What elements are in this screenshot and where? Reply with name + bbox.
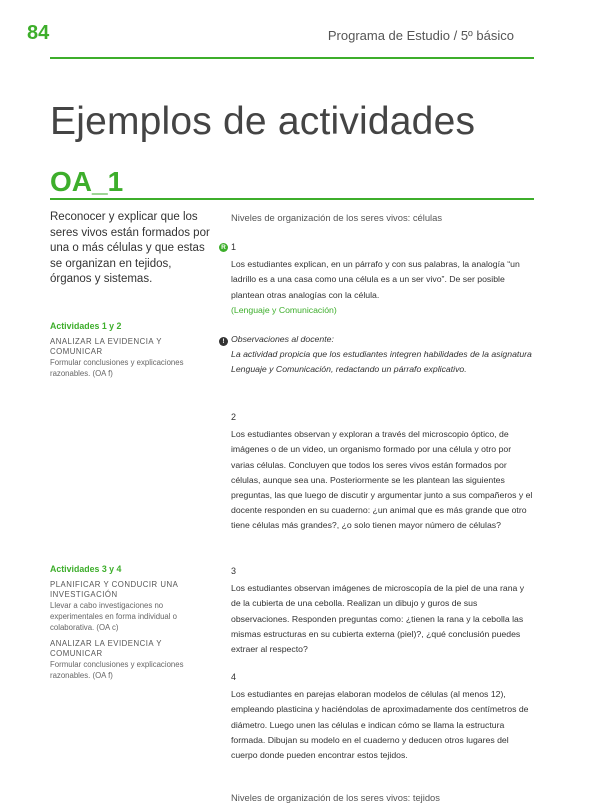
activity-1 [231, 240, 533, 318]
activity-number: 3 [231, 566, 237, 576]
activity-number: 4 [231, 672, 237, 682]
skill-title: ANALIZAR LA EVIDENCIA Y COMUNICAR [50, 337, 162, 356]
activity-text: Los estudiantes observan y exploran a través del microscopio óptico, de imágenes o de un video, un organismo formado por una célula y otro por varias células. Concluyen que todos los seres vivos están formados por células, aunque sea una. Posteriormente se les plantean las siguientes preguntas, las que luego de discutir y argumentar junto a sus compañeros y el docente responden en su cuaderno: ¿un animal que es más grande que otro tiene células más grandes?, ¿o solo tienen mayor número de células? [231, 429, 533, 531]
activity-text: Los estudiantes observan imágenes de microscopía de la piel de una rana y de la cubierta de una cebolla. Realizan un dibujo y guros de sus observaciones. Responden preguntas como: ¿tienen la rana y la cebolla las mismas estructuras en su cubierta externa (piel)?, ¿qué conclusión puedes extraer al respecto? [231, 583, 525, 655]
oa-rule [50, 198, 534, 200]
page-number: 84 [27, 22, 50, 44]
activity-text: Los estudiantes explican, en un párrafo y con sus palabras, la analogía “un ladrillo es a una casa como una célula es a un ser vivo”. De ser posible plantean otras analogías con la célula. [231, 259, 520, 300]
section-heading-tissues: Niveles de organización de los seres vivos: tejidos [231, 792, 440, 803]
activity-4 [231, 670, 533, 763]
skill-description: Formular conclusiones y explicaciones razonables. (OA f) [50, 358, 184, 378]
skill-description: Formular conclusiones y explicaciones razonables. (OA f) [50, 660, 184, 680]
activity-marker-icon: R [219, 243, 228, 252]
learning-objective: Reconocer y explicar que los seres vivos están formados por una o más células y que estas se organizan en tejidos, órganos y sistemas. [50, 211, 210, 286]
oa-code: OA_1 [50, 166, 124, 197]
activity-text: Los estudiantes en parejas elaboran modelos de células (al menos 12), empleando plasticina y haciéndolas de aproximadamente dos centímetros de diámetro. Luego unen las células e indican cómo se llama la estructura formada. Dibujan su modelo en el cuaderno y deducen otros lugares del cuerpo donde pueden encontrar estos tejidos. [231, 689, 529, 761]
teacher-note-icon: ! [219, 337, 228, 346]
teacher-note [231, 332, 533, 378]
running-header: Programa de Estudio / 5º básico [327, 28, 514, 43]
skill-title: ANALIZAR LA EVIDENCIA Y COMUNICAR [50, 639, 162, 658]
teacher-note-text: La actividad propicia que los estudiantes integren habilidades de la asignatura Lenguaje y Comunicación, redactando un párrafo explicativo. [231, 349, 532, 375]
sidebar-heading: Actividades 3 y 4 [50, 564, 122, 574]
page-title: Ejemplos de actividades [50, 100, 476, 143]
section-heading-cells: Niveles de organización de los seres vivos: células [231, 212, 443, 223]
activity-2 [231, 410, 533, 534]
cross-reference: (Lenguaje y Comunicación) [231, 304, 337, 315]
activity-3 [231, 564, 533, 657]
sidebar-heading: Actividades 1 y 2 [50, 321, 122, 331]
activity-number: 2 [231, 412, 237, 422]
activity-number: 1 [231, 242, 237, 252]
sidebar-block-activities-3-4 [50, 564, 200, 687]
skill-title: PLANIFICAR Y CONDUCIR UNA INVESTIGACIÓN [50, 580, 178, 599]
skill-description: Llevar a cabo investigaciones no experimentales en forma individual o colaborativa. (OA c) [50, 601, 177, 632]
teacher-note-label: Observaciones al docente: [231, 334, 334, 344]
header-rule [50, 57, 534, 59]
sidebar-block-activities-1-2 [50, 321, 200, 385]
